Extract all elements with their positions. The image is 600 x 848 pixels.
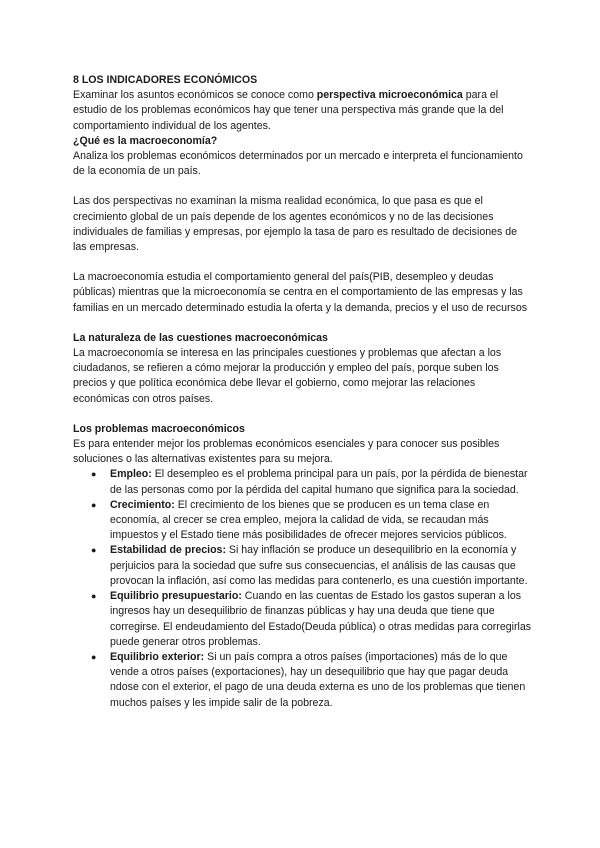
- problems-paragraph: Es para entender mejor los problemas económicos esenciales y para conocer sus posibles soluciones o las alternativas existentes para su mejora.: [73, 438, 500, 466]
- definition-paragraph: Analiza los problemas económicos determinados por un mercado e interpreta el funcionamiento de la economía de un país.: [73, 150, 523, 178]
- intro-bold-term: perspectiva microeconómica: [316, 89, 463, 102]
- list-item-employment: [73, 467, 533, 497]
- nature-paragraph: La macroeconomía se interesa en las principales cuestiones y problemas que afectan a los ciudadanos, se refieren a cómo mejorar la producción y empleo del país, porque suben los precios y que política económica debe llevar el gobierno, como mejorar las relaciones económicas con otros países.: [73, 347, 502, 405]
- perspectives-paragraph: Las dos perspectivas no examinan la misma realidad económica, lo que pasa es que el crecimiento global de un país depende de los agentes económicos y no de las decisiones individuales de familias y empresas, por ejemplo la tasa de paro es resultado de decisiones de las empresas.: [73, 195, 518, 254]
- section-title: 8 LOS INDICADORES ECONÓMICOS: [73, 74, 258, 86]
- list-item-text: Si hay inflación se produce un desequilibrio en la economía y perjuicios para la sociedad que sufre sus consecuencias, el análisis de las causas que provocan la inflación, así como las medidas para contenerlo, es una cuestión importante.: [110, 544, 528, 587]
- list-item-term: Crecimiento:: [110, 498, 175, 511]
- bullet-icon: ●: [91, 591, 97, 602]
- list-item-term: Equilibrio presupuestario:: [110, 590, 242, 603]
- list-item-term: Empleo:: [110, 468, 152, 481]
- problems-list: [73, 467, 533, 710]
- nature-heading: La naturaleza de las cuestiones macroeconómicas: [73, 331, 328, 344]
- list-item-text: Cuando en las cuentas de Estado los gastos superan a los ingresos hay un desequilibrio de finanzas públicas y hay una deuda que tiene que corregirse. El endeudamiento del Estado(Deuda pública) o otras medidas para corregirlas puede generar otros problemas.: [110, 590, 532, 648]
- bullet-icon: ●: [91, 545, 97, 556]
- spacer: [73, 255, 533, 270]
- document-body: [73, 73, 533, 711]
- bullet-icon: ●: [91, 469, 97, 480]
- problems-heading: Los problemas macroeconómicos: [73, 422, 245, 435]
- list-item-external-balance: [73, 650, 533, 711]
- question-heading: ¿Qué es la macroeconomía?: [73, 134, 218, 147]
- list-item-growth: [73, 498, 533, 544]
- intro-text-start: Examinar los asuntos económicos se conoce como: [73, 89, 317, 102]
- list-item-text: Si un país compra a otros países (importaciones) más de lo que vende a otros países (exportaciones), hay un desequilibrio que hay que pagar deuda ndose con el exterior, el pago de una deuda externa es uno de los problemas que tienen muchos países y les impide salir de la pobreza.: [110, 650, 526, 709]
- list-item-text: El crecimiento de los bienes que se producen es un tema clase en economía, al crecer se crea empleo, mejora la calidad de vida, se recaudan más impuestos y el Estado tiene más posibilidades de ofrecer mejores servicios públicos.: [110, 498, 507, 542]
- list-item-term: Estabilidad de precios:: [110, 544, 226, 557]
- list-item-budget-balance: [73, 589, 533, 650]
- spacer: [73, 407, 533, 422]
- bullet-icon: ●: [91, 651, 97, 662]
- spacer: [73, 316, 533, 331]
- intro-paragraph: [73, 88, 533, 134]
- macro-vs-micro-paragraph: La macroeconomía estudia el comportamiento general del país(PIB, desempleo y deudas públicas) mientras que la microeconomía se centra en el comportamiento de las empresas y las familias en un mercado determinado estudia la oferta y la demanda, precios y el uso de recursos: [73, 271, 528, 314]
- list-item-price-stability: [73, 543, 533, 589]
- list-item-term: Equilibrio exterior:: [110, 650, 205, 663]
- intro-text-end: para el estudio de los problemas económicos hay que tener una perspectiva más grande que la del comportamiento individual de los agentes.: [73, 89, 504, 132]
- bullet-icon: ●: [91, 499, 97, 510]
- spacer: [73, 179, 533, 194]
- list-item-text: El desempleo es el problema principal para un país, por la pérdida de bienestar de las personas como por la pérdida del capital humano que significa para la sociedad.: [110, 468, 528, 496]
